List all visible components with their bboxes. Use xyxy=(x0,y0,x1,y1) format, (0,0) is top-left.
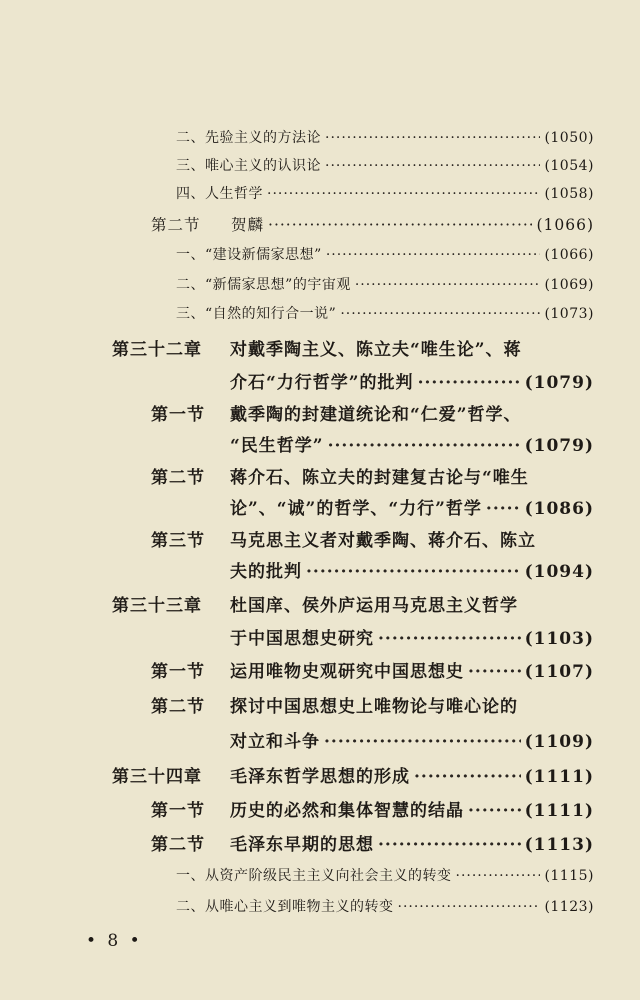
entry-title: 戴季陶的封建道统论和“仁爱”哲学、 xyxy=(230,405,522,425)
chapter-label: 第三十二章 xyxy=(112,340,202,360)
entry-title: 杜国庠、侯外庐运用马克思主义哲学 xyxy=(230,596,518,616)
toc-section xyxy=(151,400,611,425)
leader-dots xyxy=(468,801,521,821)
toc-chapter xyxy=(112,591,612,616)
leader-dots xyxy=(267,186,540,202)
leader-dots xyxy=(340,306,540,322)
entry-title: 探讨中国思想史上唯物论与唯心论的 xyxy=(230,697,518,717)
page-number: (1109) xyxy=(524,732,594,752)
page-number: (1079) xyxy=(524,373,594,393)
entry-title: 四、人生哲学 xyxy=(176,186,263,202)
toc-entry xyxy=(176,183,594,203)
section-label: 第二节 xyxy=(151,835,205,855)
toc-chapter xyxy=(112,335,612,360)
section-label: 第二节 xyxy=(151,216,201,234)
section-label: 第三节 xyxy=(151,531,205,551)
entry-title: 一、从资产阶级民主主义向社会主义的转变 xyxy=(176,868,452,884)
entry-title: 论”、“诚”的哲学、“力行”哲学 xyxy=(230,499,482,519)
page-number: (1058) xyxy=(544,186,594,202)
leader-dots xyxy=(486,499,521,519)
page-number: (1115) xyxy=(544,868,594,884)
page-number: (1113) xyxy=(524,835,594,855)
leader-dots xyxy=(325,130,540,146)
toc-section xyxy=(151,463,611,488)
section-label: 第一节 xyxy=(151,662,205,682)
page-number: (1054) xyxy=(544,158,594,174)
toc-entry xyxy=(176,127,594,147)
leader-dots xyxy=(268,216,532,234)
entry-title: 二、先验主义的方法论 xyxy=(176,130,321,146)
entry-title: 二、从唯心主义到唯物主义的转变 xyxy=(176,899,394,915)
entry-title: 贺麟 xyxy=(231,216,265,234)
toc-entry xyxy=(176,303,594,323)
toc-section xyxy=(151,526,611,551)
leader-dots xyxy=(325,158,540,174)
toc-section xyxy=(151,692,611,717)
toc-section-continued xyxy=(230,431,594,456)
page-number: (1050) xyxy=(544,130,594,146)
toc-section-continued xyxy=(230,494,594,519)
page-number: (1123) xyxy=(544,899,594,915)
entry-title: “民生哲学” xyxy=(230,436,324,456)
entry-title: 毛泽东早期的思想 xyxy=(230,835,374,855)
page-number: (1069) xyxy=(544,277,594,293)
toc-entry xyxy=(176,896,594,916)
entry-title: 运用唯物史观研究中国思想史 xyxy=(230,662,464,682)
section-label: 第一节 xyxy=(151,801,205,821)
leader-dots xyxy=(355,277,541,293)
toc-section xyxy=(151,796,594,821)
leader-dots xyxy=(326,247,541,263)
page-number: (1111) xyxy=(524,801,594,821)
page-folio: • 8 • xyxy=(86,931,143,951)
toc-section xyxy=(151,657,594,682)
toc-chapter xyxy=(112,762,594,787)
toc-section xyxy=(151,213,594,235)
entry-title: 夫的批判 xyxy=(230,562,302,582)
page-number: (1079) xyxy=(524,436,594,456)
leader-dots xyxy=(414,767,521,787)
entry-title: 一、“建设新儒家思想” xyxy=(176,247,322,263)
entry-title: 于中国思想史研究 xyxy=(230,629,374,649)
toc-chapter-continued xyxy=(230,624,594,649)
page-number: (1107) xyxy=(524,662,594,682)
page-number: (1086) xyxy=(524,499,594,519)
entry-title: 对立和斗争 xyxy=(230,732,320,752)
section-label: 第一节 xyxy=(151,405,205,425)
section-label: 第二节 xyxy=(151,468,205,488)
entry-title: 毛泽东哲学思想的形成 xyxy=(230,767,410,787)
leader-dots xyxy=(456,868,541,884)
chapter-label: 第三十三章 xyxy=(112,596,202,616)
toc-entry xyxy=(176,865,594,885)
toc-entry xyxy=(176,274,594,294)
entry-title: 二、“新儒家思想”的宇宙观 xyxy=(176,277,351,293)
leader-dots xyxy=(328,436,521,456)
toc-section xyxy=(151,830,594,855)
entry-title: 蒋介石、陈立夫的封建复古论与“唯生 xyxy=(230,468,529,488)
entry-title: 三、唯心主义的认识论 xyxy=(176,158,321,174)
leader-dots xyxy=(398,899,541,915)
entry-title: 历史的必然和集体智慧的结晶 xyxy=(230,801,464,821)
entry-title: 三、“自然的知行合一说” xyxy=(176,306,337,322)
toc-chapter-continued xyxy=(230,368,594,393)
leader-dots xyxy=(418,373,521,393)
entry-title: 介石“力行哲学”的批判 xyxy=(230,373,414,393)
entry-title: 对戴季陶主义、陈立夫“唯生论”、蒋 xyxy=(230,340,522,360)
toc-section-continued xyxy=(230,727,594,752)
page-number: (1073) xyxy=(544,306,594,322)
leader-dots xyxy=(378,629,521,649)
page-number: (1094) xyxy=(524,562,594,582)
leader-dots xyxy=(378,835,521,855)
page-number: (1111) xyxy=(524,767,594,787)
leader-dots xyxy=(468,662,521,682)
page-number: (1066) xyxy=(544,247,594,263)
page-number: (1066) xyxy=(536,216,594,234)
page-number: (1103) xyxy=(524,629,594,649)
toc-entry xyxy=(176,244,594,264)
toc-section-continued xyxy=(230,557,594,582)
leader-dots xyxy=(306,562,521,582)
leader-dots xyxy=(324,732,521,752)
section-label: 第二节 xyxy=(151,697,205,717)
toc-entry xyxy=(176,155,594,175)
entry-title: 马克思主义者对戴季陶、蒋介石、陈立 xyxy=(230,531,536,551)
chapter-label: 第三十四章 xyxy=(112,767,202,787)
